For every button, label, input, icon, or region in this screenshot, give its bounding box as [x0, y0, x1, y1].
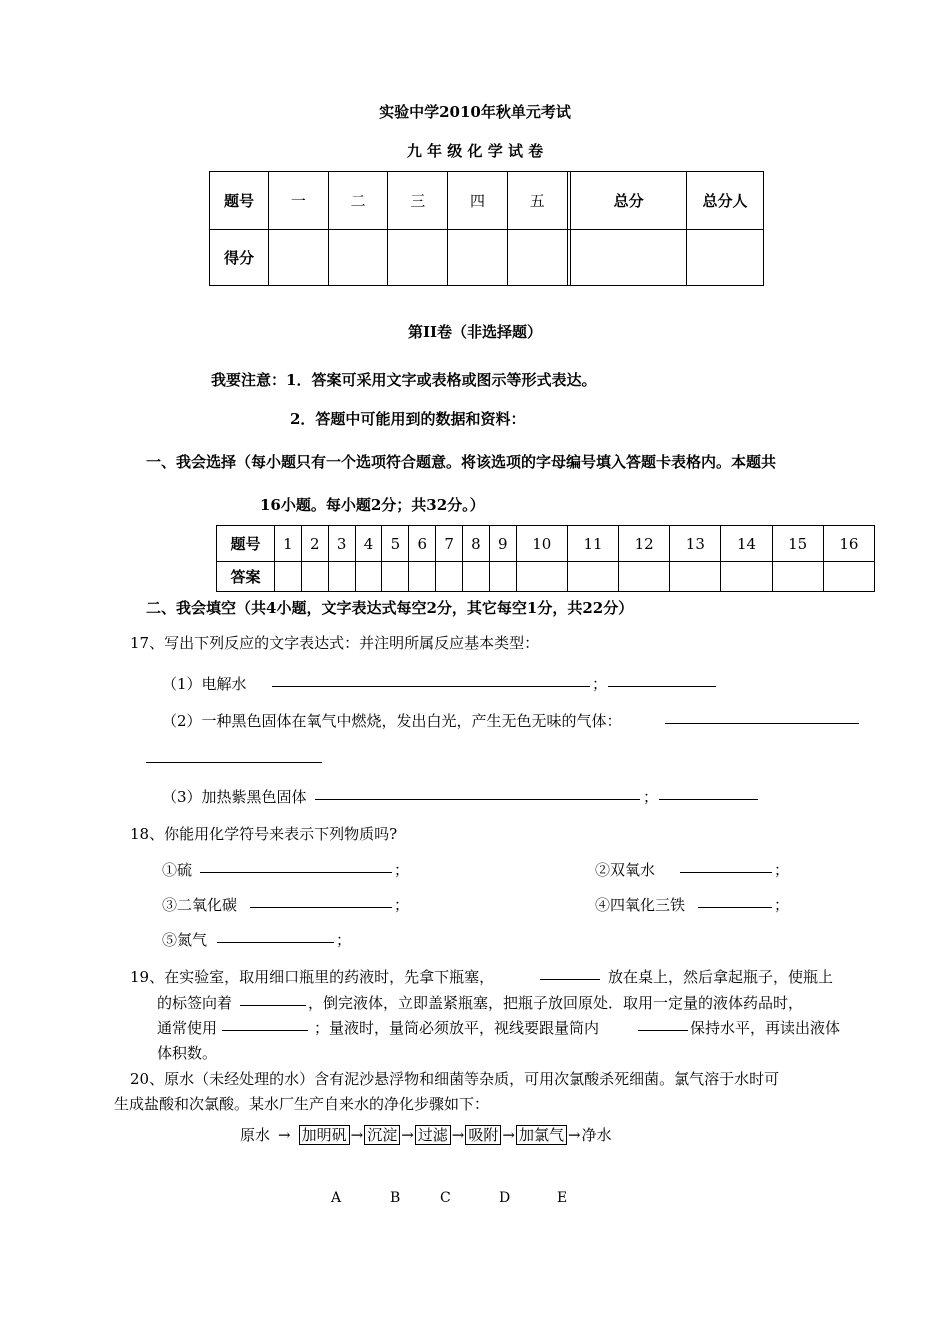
question-number: 11 [567, 526, 618, 562]
answer-cell[interactable] [301, 562, 328, 592]
score-table [209, 171, 764, 286]
question-number: 15 [772, 526, 823, 562]
q20-line2: 生成盐酸和次氯酸。某水厂生产自来水的净化步骤如下： [114, 1095, 490, 1113]
flow-step: 沉淀 [364, 1125, 400, 1145]
q19-line4: 体积数。 [157, 1044, 218, 1062]
question-number: 12 [619, 526, 670, 562]
score-col: 二 [328, 172, 388, 230]
answer-cell[interactable] [409, 562, 436, 592]
q19-line3c: 保持水平，再读出液体 [690, 1019, 841, 1037]
exam-subtitle: 九 年 级 化 学 试 卷 [406, 142, 544, 160]
q18-c: ③二氧化碳 [162, 896, 238, 914]
note-line-1: 我要注意：1．答案可采用文字或表格或图示等形式表达。 [211, 371, 597, 389]
score-col: 四 [448, 172, 508, 230]
answer-cell[interactable] [328, 562, 355, 592]
score-col: 一 [269, 172, 329, 230]
q19-line3a: 通常使用 [157, 1019, 218, 1037]
question-number: 8 [463, 526, 490, 562]
answer-cell[interactable] [463, 562, 490, 592]
q18-b-blank[interactable] [680, 858, 772, 873]
q17-stem: 17、写出下列反应的文字表达式：并注明所属反应基本类型： [130, 634, 540, 652]
answer-row-label: 答案 [217, 562, 275, 592]
question-number: 4 [355, 526, 382, 562]
q19-line3b: ；量液时，量筒必须放平，视线要跟量筒内 [314, 1019, 600, 1037]
question-number: 13 [670, 526, 721, 562]
step-letter: A [331, 1190, 342, 1206]
q19-blank-1[interactable] [540, 965, 600, 980]
q19-line1a: 19、在实验室，取用细口瓶里的药液时，先拿下瓶塞， [130, 968, 495, 986]
score-row-label: 得分 [210, 230, 269, 286]
q17-item3-blank[interactable] [315, 785, 640, 800]
q17-item2-type-blank[interactable] [146, 748, 322, 763]
answer-cell[interactable] [567, 562, 618, 592]
question-number: 7 [436, 526, 463, 562]
purification-flow [240, 1124, 612, 1145]
answer-cell[interactable] [382, 562, 409, 592]
q17-item1-blank[interactable] [272, 672, 590, 687]
q19-line1b: 放在桌上，然后拿起瓶子，使瓶上 [608, 968, 834, 986]
answer-cell[interactable] [489, 562, 516, 592]
flow-step: 加氯气 [516, 1125, 567, 1145]
answer-cell[interactable] [355, 562, 382, 592]
q17-item3: （3）加热紫黑色固体 [162, 788, 307, 806]
answer-cell[interactable] [436, 562, 463, 592]
q18-c-blank[interactable] [250, 893, 392, 908]
arrow-icon: → [278, 1125, 291, 1144]
score-cell[interactable] [571, 230, 687, 286]
score-cell[interactable] [269, 230, 329, 286]
q17-item1-type-blank[interactable] [608, 672, 716, 687]
q17-item3-type-blank[interactable] [659, 785, 758, 800]
q17-item2: （2）一种黑色固体在氧气中燃烧，发出白光，产生无色无味的气体： [162, 712, 622, 730]
step-letter: E [557, 1190, 568, 1206]
semicolon: ； [336, 931, 352, 949]
q17-item2-blank[interactable] [665, 709, 859, 724]
exam-title: 实验中学2010年秋单元考试 [379, 103, 571, 121]
answer-cell[interactable] [619, 562, 670, 592]
question-number: 9 [489, 526, 516, 562]
answer-table [216, 525, 875, 592]
q19-blank-4[interactable] [638, 1016, 688, 1031]
answer-cell[interactable] [670, 562, 721, 592]
question-number: 10 [516, 526, 567, 562]
question-number: 6 [409, 526, 436, 562]
question-number: 3 [328, 526, 355, 562]
q18-stem: 18、你能用化学符号来表示下列物质吗? [130, 825, 398, 843]
question-number: 1 [275, 526, 302, 562]
step-letter: B [390, 1190, 401, 1206]
score-col: 总分人 [687, 172, 764, 230]
semicolon: ； [592, 675, 608, 693]
step-letter: C [440, 1190, 451, 1206]
part2-heading: 二、我会填空（共4小题，文字表达式每空2分，其它每空1分，共22分） [146, 599, 634, 617]
score-table-header: 题号 [210, 172, 269, 230]
q19-line2a: 的标签向着 [157, 994, 233, 1012]
score-col: 总分 [571, 172, 687, 230]
arrow-icon: → [350, 1125, 364, 1144]
q18-e: ⑤氮气 [162, 931, 208, 949]
semicolon: ； [774, 896, 790, 914]
q18-a-blank[interactable] [200, 858, 392, 873]
note-line-2: 2．答题中可能用到的数据和资料： [290, 410, 526, 428]
q19-blank-3[interactable] [222, 1016, 308, 1031]
question-number: 16 [823, 526, 874, 562]
flow-step: 吸附 [465, 1125, 501, 1145]
answer-cell[interactable] [721, 562, 772, 592]
q18-d-blank[interactable] [698, 893, 772, 908]
score-cell[interactable] [448, 230, 508, 286]
flow-end: 净水 [581, 1126, 612, 1144]
answer-table-header: 题号 [217, 526, 275, 562]
flow-step: 过滤 [415, 1125, 451, 1145]
q19-blank-2[interactable] [240, 991, 306, 1006]
semicolon: ； [643, 788, 659, 806]
q19-line2b: ，倒完液体，立即盖紧瓶塞，把瓶子放回原处．取用一定量的液体药品时， [308, 994, 804, 1012]
score-cell[interactable] [388, 230, 448, 286]
score-cell[interactable] [507, 230, 567, 286]
q18-b: ②双氧水 [595, 861, 656, 879]
score-col: 五 [507, 172, 567, 230]
q20-line1: 20、原水（未经处理的水）含有泥沙悬浮物和细菌等杂质，可用次氯酸杀死细菌。氯气溶于水时可 [130, 1070, 780, 1088]
question-number: 2 [301, 526, 328, 562]
semicolon: ； [394, 896, 410, 914]
semicolon: ； [774, 861, 790, 879]
score-col: 三 [388, 172, 448, 230]
step-letter: D [499, 1190, 511, 1206]
q17-item1: （1）电解水 [162, 675, 247, 693]
answer-cell[interactable] [516, 562, 567, 592]
q18-a: ①硫 [162, 861, 193, 879]
answer-cell[interactable] [275, 562, 302, 592]
q18-e-blank[interactable] [217, 928, 334, 943]
arrow-icon: → [502, 1125, 515, 1144]
section-title: 第II卷（非选择题） [407, 323, 543, 341]
part1-heading: 一、我会选择（每小题只有一个选项符合题意。将该选项的字母编号填入答题卡表格内。本题共 [146, 453, 777, 471]
score-cell[interactable] [687, 230, 764, 286]
arrow-icon: → [401, 1125, 414, 1144]
semicolon: ； [394, 861, 410, 879]
answer-cell[interactable] [823, 562, 874, 592]
answer-cell[interactable] [772, 562, 823, 592]
question-number: 5 [382, 526, 409, 562]
arrow-icon: → [567, 1125, 581, 1144]
question-number: 14 [721, 526, 772, 562]
part1-heading-cont: 16小题。每小题2分；共32分。） [260, 496, 485, 514]
flow-step: 加明矾 [299, 1125, 350, 1145]
q18-d: ④四氧化三铁 [595, 896, 686, 914]
flow-start: 原水 [240, 1126, 271, 1144]
score-cell[interactable] [328, 230, 388, 286]
arrow-icon: → [451, 1125, 465, 1144]
